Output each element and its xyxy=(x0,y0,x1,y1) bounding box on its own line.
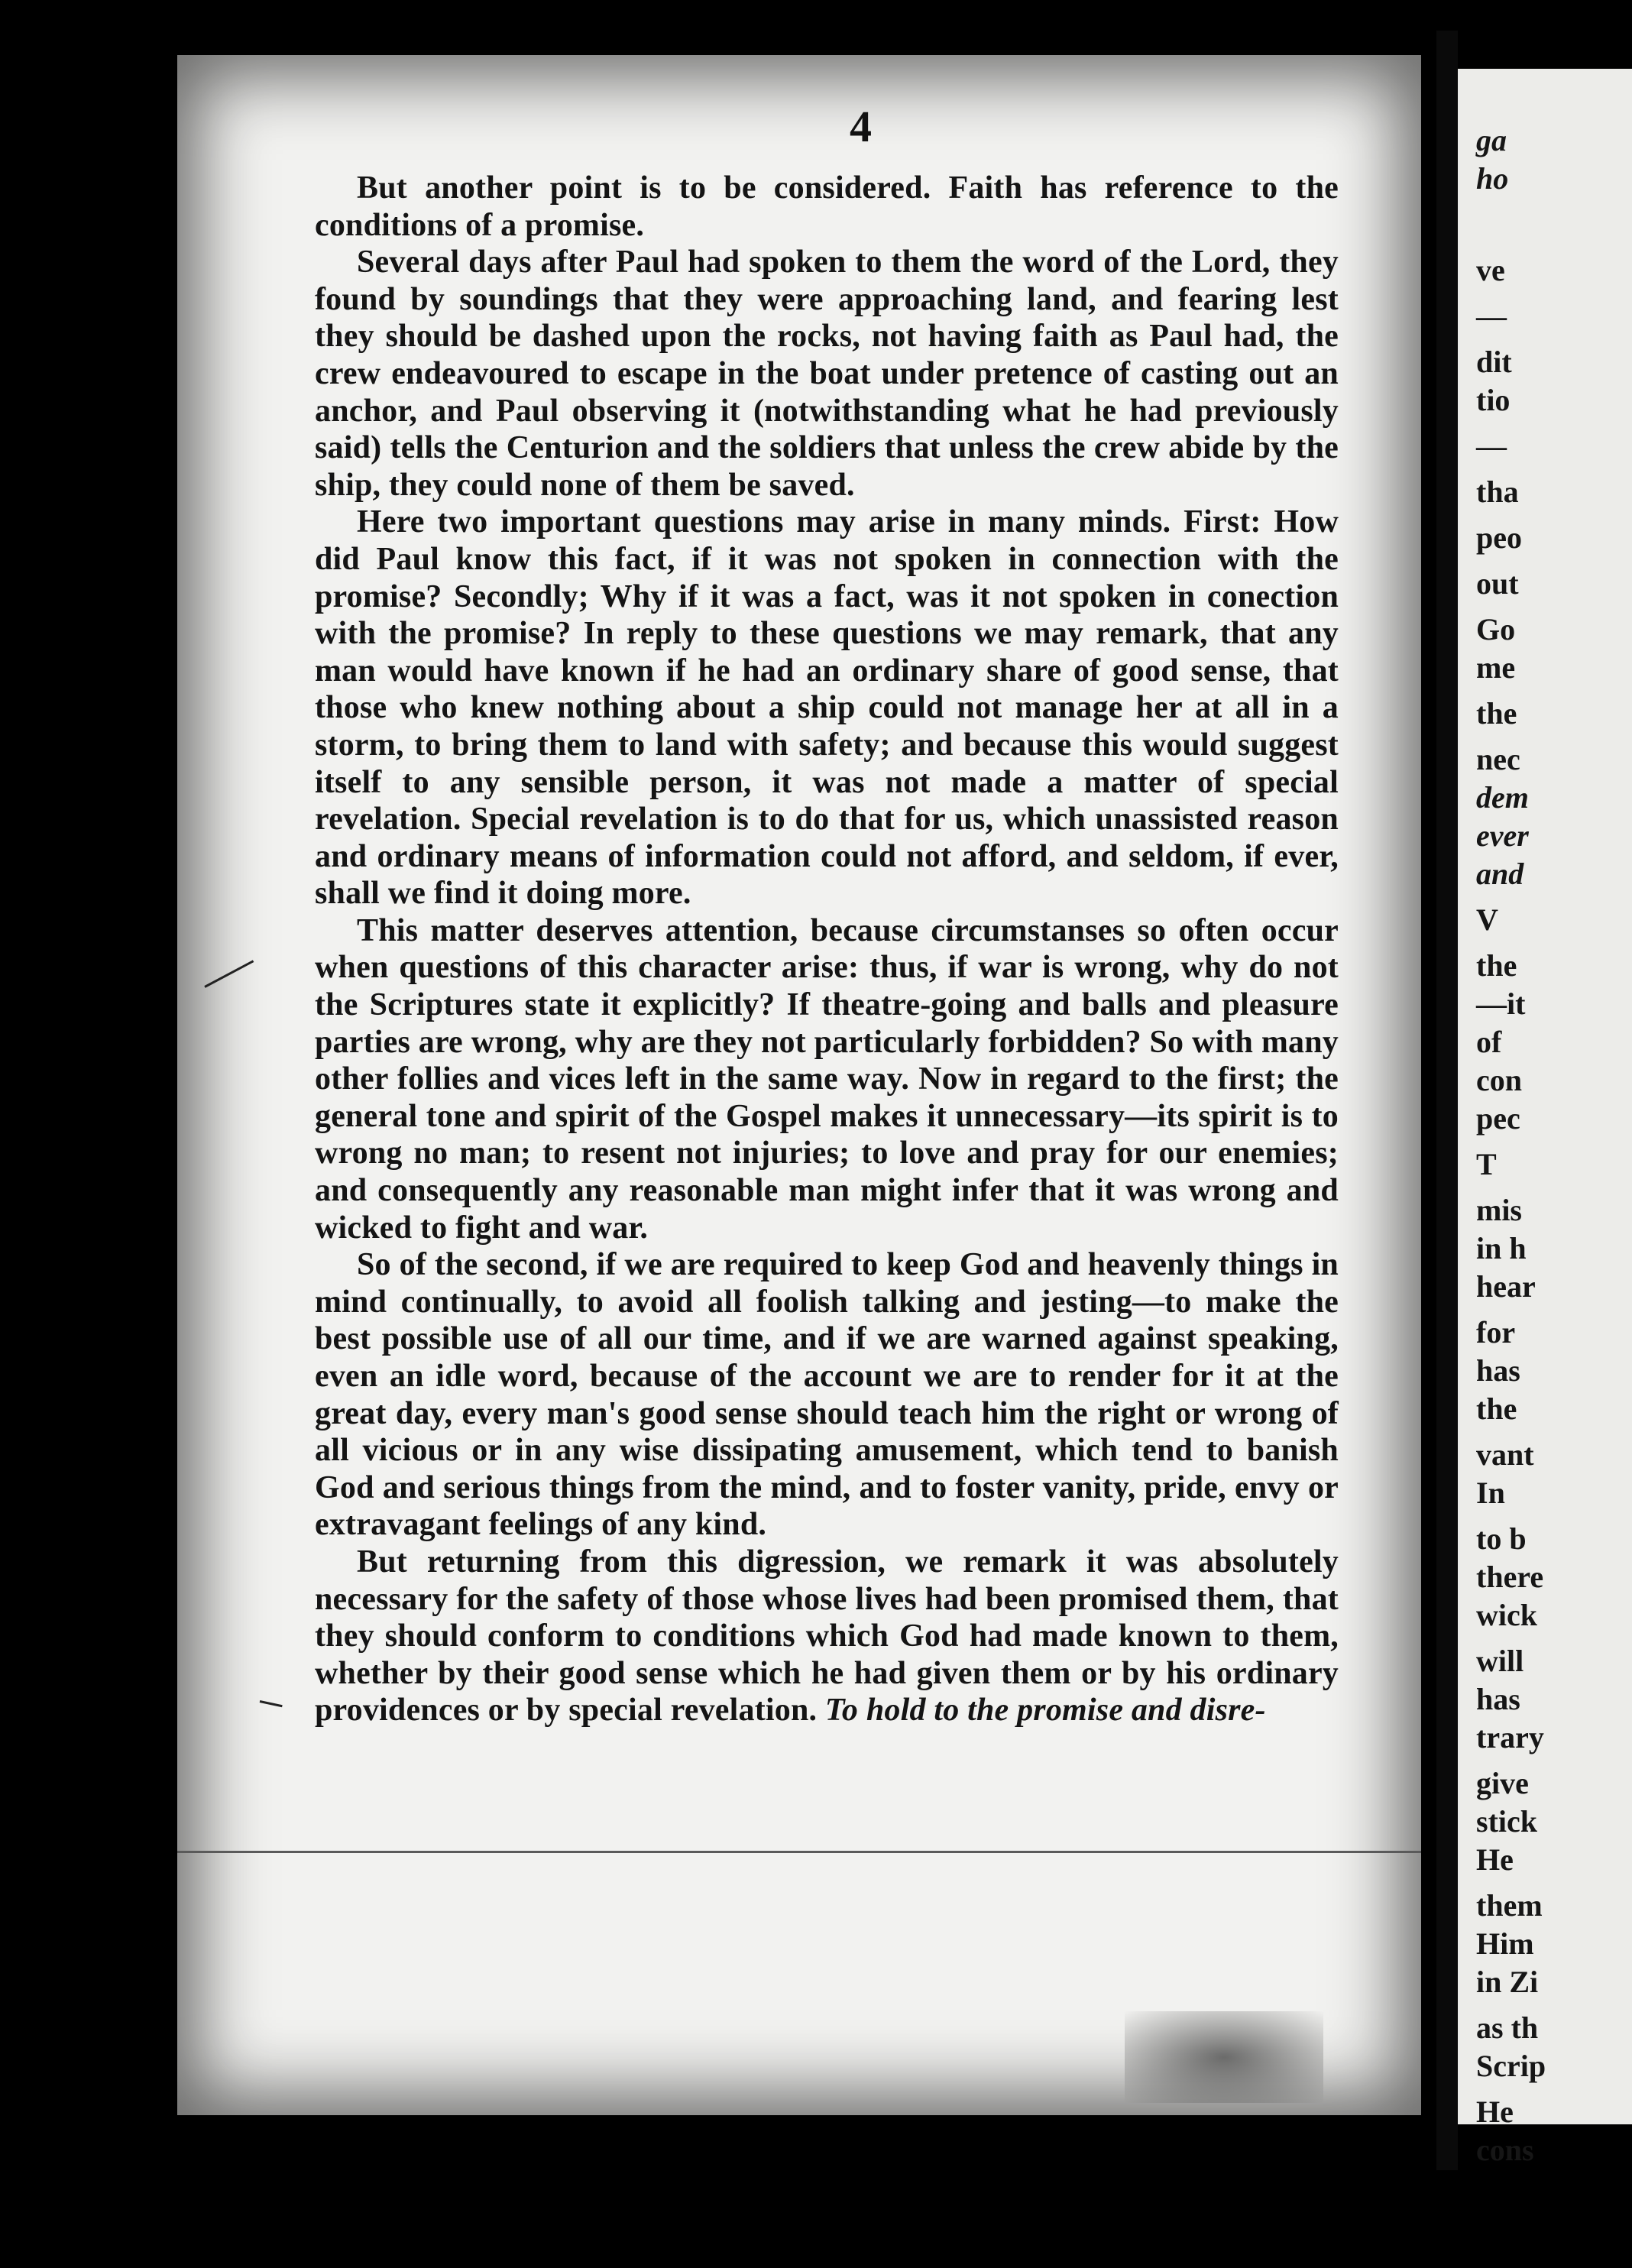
adjacent-page-fragment: He xyxy=(1476,1842,1514,1877)
adjacent-page-fragment: vant xyxy=(1476,1437,1534,1472)
adjacent-page-fragment: tha xyxy=(1476,475,1519,509)
adjacent-page-fragment: out xyxy=(1476,566,1519,601)
paragraph-6 xyxy=(315,1544,1339,1729)
adjacent-page-fragment: to b xyxy=(1476,1521,1527,1556)
adjacent-page-fragment: in h xyxy=(1476,1231,1527,1265)
adjacent-page-fragment: — xyxy=(1476,429,1507,463)
adjacent-page-fragment: Scrip xyxy=(1476,2049,1546,2083)
page-number: 4 xyxy=(850,102,872,151)
adjacent-page-fragment: cons xyxy=(1476,2133,1534,2167)
adjacent-page-fragment: them xyxy=(1476,1888,1543,1923)
book-page xyxy=(177,55,1421,2115)
adjacent-page-fragment: nec xyxy=(1476,742,1520,776)
adjacent-page-fragment: pec xyxy=(1476,1101,1520,1136)
paragraph-6-italic: To hold to the promise and disre- xyxy=(824,1693,1266,1729)
adjacent-page-fragment: Go xyxy=(1476,612,1516,646)
paragraph-1: But another point is to be considered. Faith has reference to the conditions of a promise. xyxy=(315,170,1339,243)
adjacent-page-fragment: as th xyxy=(1476,2010,1539,2045)
adjacent-page-fragment: con xyxy=(1476,1063,1522,1097)
adjacent-page-fragment: Him xyxy=(1476,1926,1534,1961)
adjacent-page-fragment: In xyxy=(1476,1476,1505,1510)
adjacent-page-fragment: V xyxy=(1476,902,1498,937)
paragraph-5: So of the second, if we are required to keep God and heavenly things in mind continually, to avoid all foolish talking and jesting—to make the best possible use of all our time, and if we are warned against speaking, even an idle word, because of the account we are to render for it at the great day, every man's good sense should teach him the right or wrong of all vicious or in any wise dissipating amusement, which tend to banish God and serious things from the mind, and to foster vanity, pride, envy or extravagant feelings of any kind. xyxy=(315,1247,1339,1543)
adjacent-page-fragment: in Zi xyxy=(1476,1965,1539,1999)
adjacent-page-fragment: has xyxy=(1476,1353,1520,1388)
adjacent-page-fragment: trary xyxy=(1476,1720,1544,1754)
adjacent-page-fragment: ho xyxy=(1476,161,1509,196)
adjacent-page-fragment: tio xyxy=(1476,383,1511,417)
adjacent-page-fragment: hear xyxy=(1476,1269,1536,1304)
adjacent-page-fragment: will xyxy=(1476,1644,1524,1678)
adjacent-page-fragment: for xyxy=(1476,1315,1516,1349)
adjacent-page-fragment: the xyxy=(1476,948,1517,983)
paragraph-2: Several days after Paul had spoken to them the word of the Lord, they found by soundings that they were approaching land, and fearing lest they should be dashed upon the rocks, not having faith as Paul had, the crew endeavoured to escape in the boat under pretence of casting out an anchor, and Paul observing it (notwithstanding what he had previously said) tells the Centurion and the soldiers that unless the crew abide by the ship, they could none of them be saved. xyxy=(315,245,1339,503)
adjacent-page-fragment: the xyxy=(1476,1392,1517,1426)
adjacent-page-fragment: there xyxy=(1476,1560,1544,1594)
adjacent-page-fragment: and xyxy=(1476,857,1524,891)
paragraph-6-text: But returning from this digression, we remark it was absolutely necessary for the safety of those whose lives had been promised them, that they should conform to conditions which God had made known to them, whether by their good sense which he had given them or by his ordinary providences or by special revelation. xyxy=(315,1544,1339,1729)
adjacent-page-fragment: He xyxy=(1476,2095,1514,2129)
adjacent-page-fragment: dem xyxy=(1476,780,1529,815)
scan-line-artifact xyxy=(177,1851,1421,1853)
adjacent-page-fragment: ga xyxy=(1476,123,1507,157)
adjacent-page-fragment: give xyxy=(1476,1766,1529,1800)
adjacent-page-fragment: — xyxy=(1476,299,1507,333)
adjacent-page-fragment: wick xyxy=(1476,1598,1537,1632)
paragraph-3: Here two important questions may arise in many minds. First: How did Paul know this fact, if it was not spoken in connection with the promise? Secondly; Why if it was a fact, was it not spoken in conection with the promise? In reply to these questions we may remark, that any man would have known if he had an ordinary share of good sense, that those who knew nothing about a ship could not manage her at all in a storm, to bring them to land with safety; and because this would suggest itself to any sensible person, it was not made a matter of special revelation. Special revelation is to do that for us, which unassisted reason and ordinary means of information could not afford, and seldom, if ever, shall we find it doing more. xyxy=(315,504,1339,912)
adjacent-page-fragment: the xyxy=(1476,696,1517,731)
adjacent-page-fragment: ever xyxy=(1476,818,1529,853)
adjacent-page-fragment: me xyxy=(1476,650,1516,685)
adjacent-page-fragment: —it xyxy=(1476,987,1526,1021)
ink-smudge xyxy=(1125,2011,1323,2103)
adjacent-page-fragment: dit xyxy=(1476,345,1512,379)
adjacent-page-fragment: peo xyxy=(1476,520,1522,555)
adjacent-page-fragment: ve xyxy=(1476,253,1505,287)
page-body xyxy=(315,170,1339,1729)
adjacent-page-fragment: has xyxy=(1476,1682,1520,1716)
adjacent-page-edge xyxy=(1458,69,1632,2167)
paragraph-4: This matter deserves attention, because circumstanses so often occur when questions of this character arise: thus, if war is wrong, why do not the Scriptures state it explicitly? If theatre-going and balls and pleasure parties are wrong, why are they not particularly forbidden? So with many other follies and vices left in the same way. Now in regard to the first; the general tone and spirit of the Gospel makes it unnecessary—its spirit is to wrong no man; to resent not injuries; to love and pray for our enemies; and consequently any reasonable man might infer that it was wrong and wicked to fight and war. xyxy=(315,912,1339,1246)
adjacent-page-fragment: stick xyxy=(1476,1804,1537,1839)
adjacent-page-fragment: T xyxy=(1476,1147,1497,1181)
adjacent-page-fragment: mis xyxy=(1476,1193,1522,1227)
adjacent-page-fragment: of xyxy=(1476,1025,1502,1059)
book-gutter xyxy=(1436,31,1458,2170)
